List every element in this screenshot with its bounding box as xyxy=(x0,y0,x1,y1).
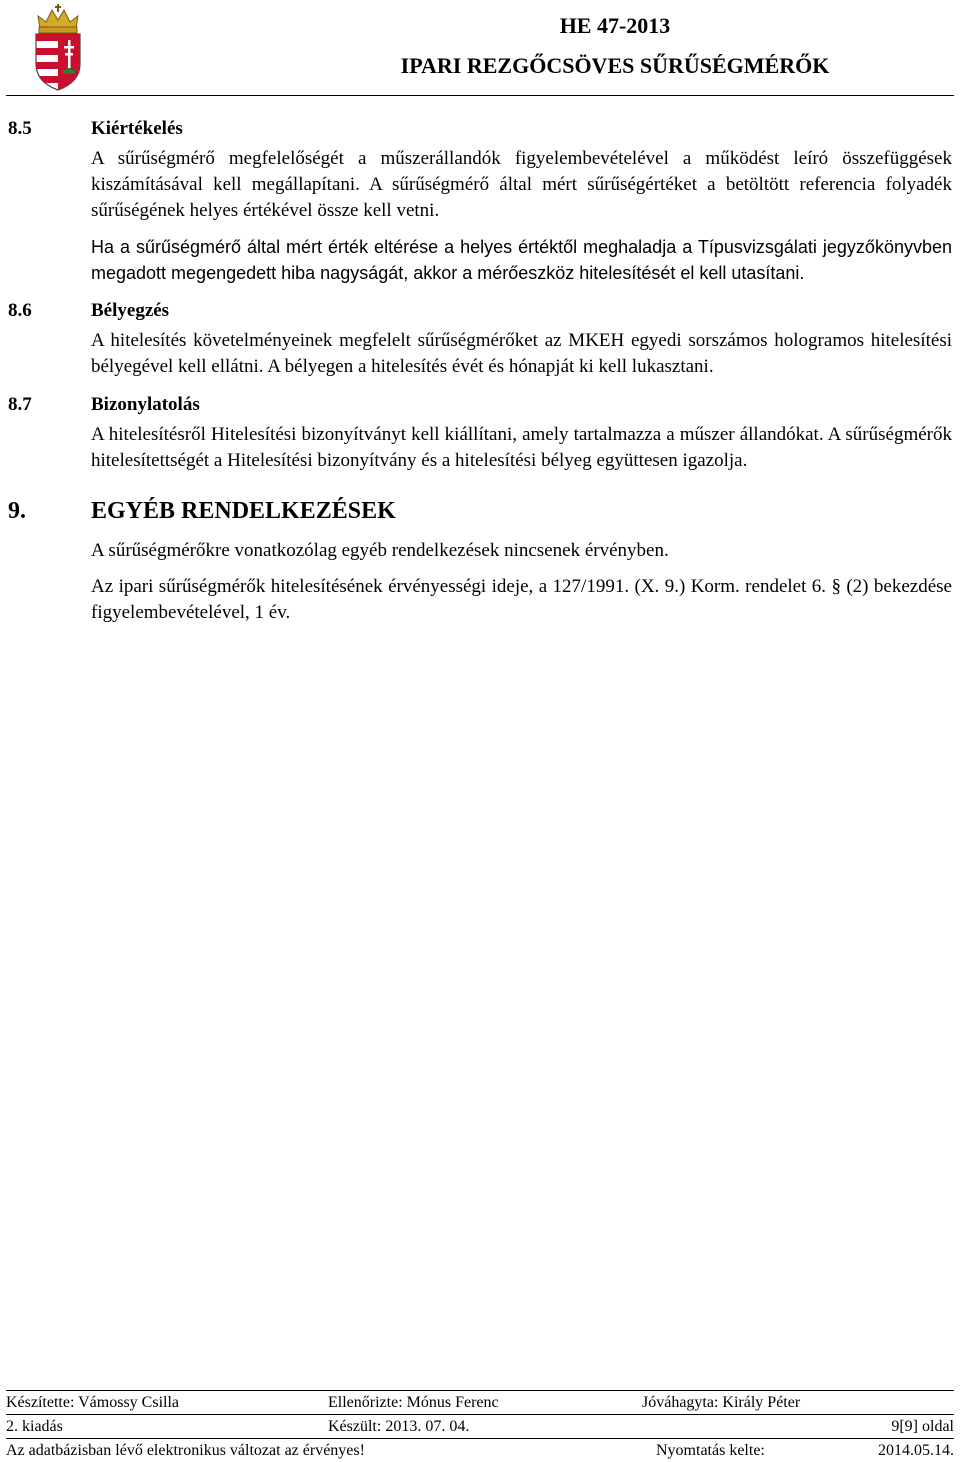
footer-divider xyxy=(6,1414,954,1415)
section-8-5 xyxy=(0,118,960,286)
section-heading xyxy=(0,300,960,328)
section-8-6 xyxy=(0,300,960,380)
section-title: Bizonylatolás xyxy=(91,394,200,415)
footer-row xyxy=(6,1392,954,1414)
print-date-label: Nyomtatás kelte: xyxy=(656,1442,765,1459)
section-heading xyxy=(0,394,960,422)
document-title: IPARI REZGŐCSÖVES SŰRŰSÉGMÉRŐK xyxy=(400,53,830,78)
footer-row xyxy=(6,1416,954,1438)
section-number: 8.7 xyxy=(8,394,32,415)
page-footer xyxy=(6,1390,954,1462)
section-title: Bélyegzés xyxy=(91,300,170,321)
section-heading xyxy=(0,118,960,146)
page-body xyxy=(0,118,960,626)
section-title: Kiértékelés xyxy=(91,118,183,139)
section-number: 9. xyxy=(8,498,26,524)
approved-by: Jóváhagyta: Király Péter xyxy=(642,1394,801,1411)
footer-divider xyxy=(6,1438,954,1439)
prepared-by: Készítette: Vámossy Csilla xyxy=(6,1394,180,1411)
footer-divider xyxy=(6,1390,954,1391)
print-date: 2014.05.14. xyxy=(878,1442,954,1459)
paragraph: A hitelesítés követelményeinek megfelelt sűrűségmérőket az MKEH egyedi sorszámos hologramos hitelesítési bélyegével kell ellátni. A bélyegen a hitelesítés évét és hónapját ki kell lukasztani. xyxy=(91,330,952,377)
document-id: HE 47-2013 xyxy=(559,13,671,38)
footer-row xyxy=(6,1440,954,1462)
edition: 2. kiadás xyxy=(6,1418,63,1435)
section-number: 8.5 xyxy=(8,118,32,139)
paragraph: Az ipari sűrűségmérők hitelesítésének érvényességi ideje, a 127/1991. (X. 9.) Korm. rendelet 6. § (2) bekezdése figyelembevételével, 1 év. xyxy=(91,576,952,623)
page-header xyxy=(0,0,960,96)
section-8-7 xyxy=(0,394,960,474)
hungarian-coat-of-arms-logo xyxy=(30,2,86,92)
checked-by: Ellenőrizte: Mónus Ferenc xyxy=(328,1394,499,1411)
paragraph: Ha a sűrűségmérő által mért érték eltérése a helyes értéktől meghaladja a Típusvizsgálati jegyzőkönyvben megadott megengedett hiba nagyságát, akkor a mérőeszköz hitelesítését el kell utasítani. xyxy=(91,237,952,283)
paragraph: A sűrűségmérő megfelelőségét a műszerállandók figyelembevételével a működést leíró összefüggések kiszámításával kell megállapítani. A sűrűségmérő által mért sűrűségértéket a betöltött referencia folyadék sűrűségének helyes értékével össze kell vetni. xyxy=(91,148,952,221)
created-date: Készült: 2013. 07. 04. xyxy=(328,1418,470,1435)
header-divider xyxy=(6,95,954,96)
paragraph: A hitelesítésről Hitelesítési bizonyítványt kell kiállítani, amely tartalmazza a műszer állandókat. A sűrűségmérők hitelesítettségét a Hitelesítési bizonyítvány és a hitelesítési bélyeg együttesen igazolja. xyxy=(91,424,952,471)
section-number: 8.6 xyxy=(8,300,32,321)
validity-notice: Az adatbázisban lévő elektronikus változat az érvényes! xyxy=(6,1442,365,1459)
section-heading xyxy=(0,498,960,534)
section-title: EGYÉB RENDELKEZÉSEK xyxy=(91,498,396,524)
section-9 xyxy=(0,498,960,626)
page-number: 9[9] oldal xyxy=(891,1418,954,1435)
paragraph: A sűrűségmérőkre vonatkozólag egyéb rendelkezések nincsenek érvényben. xyxy=(91,540,669,561)
